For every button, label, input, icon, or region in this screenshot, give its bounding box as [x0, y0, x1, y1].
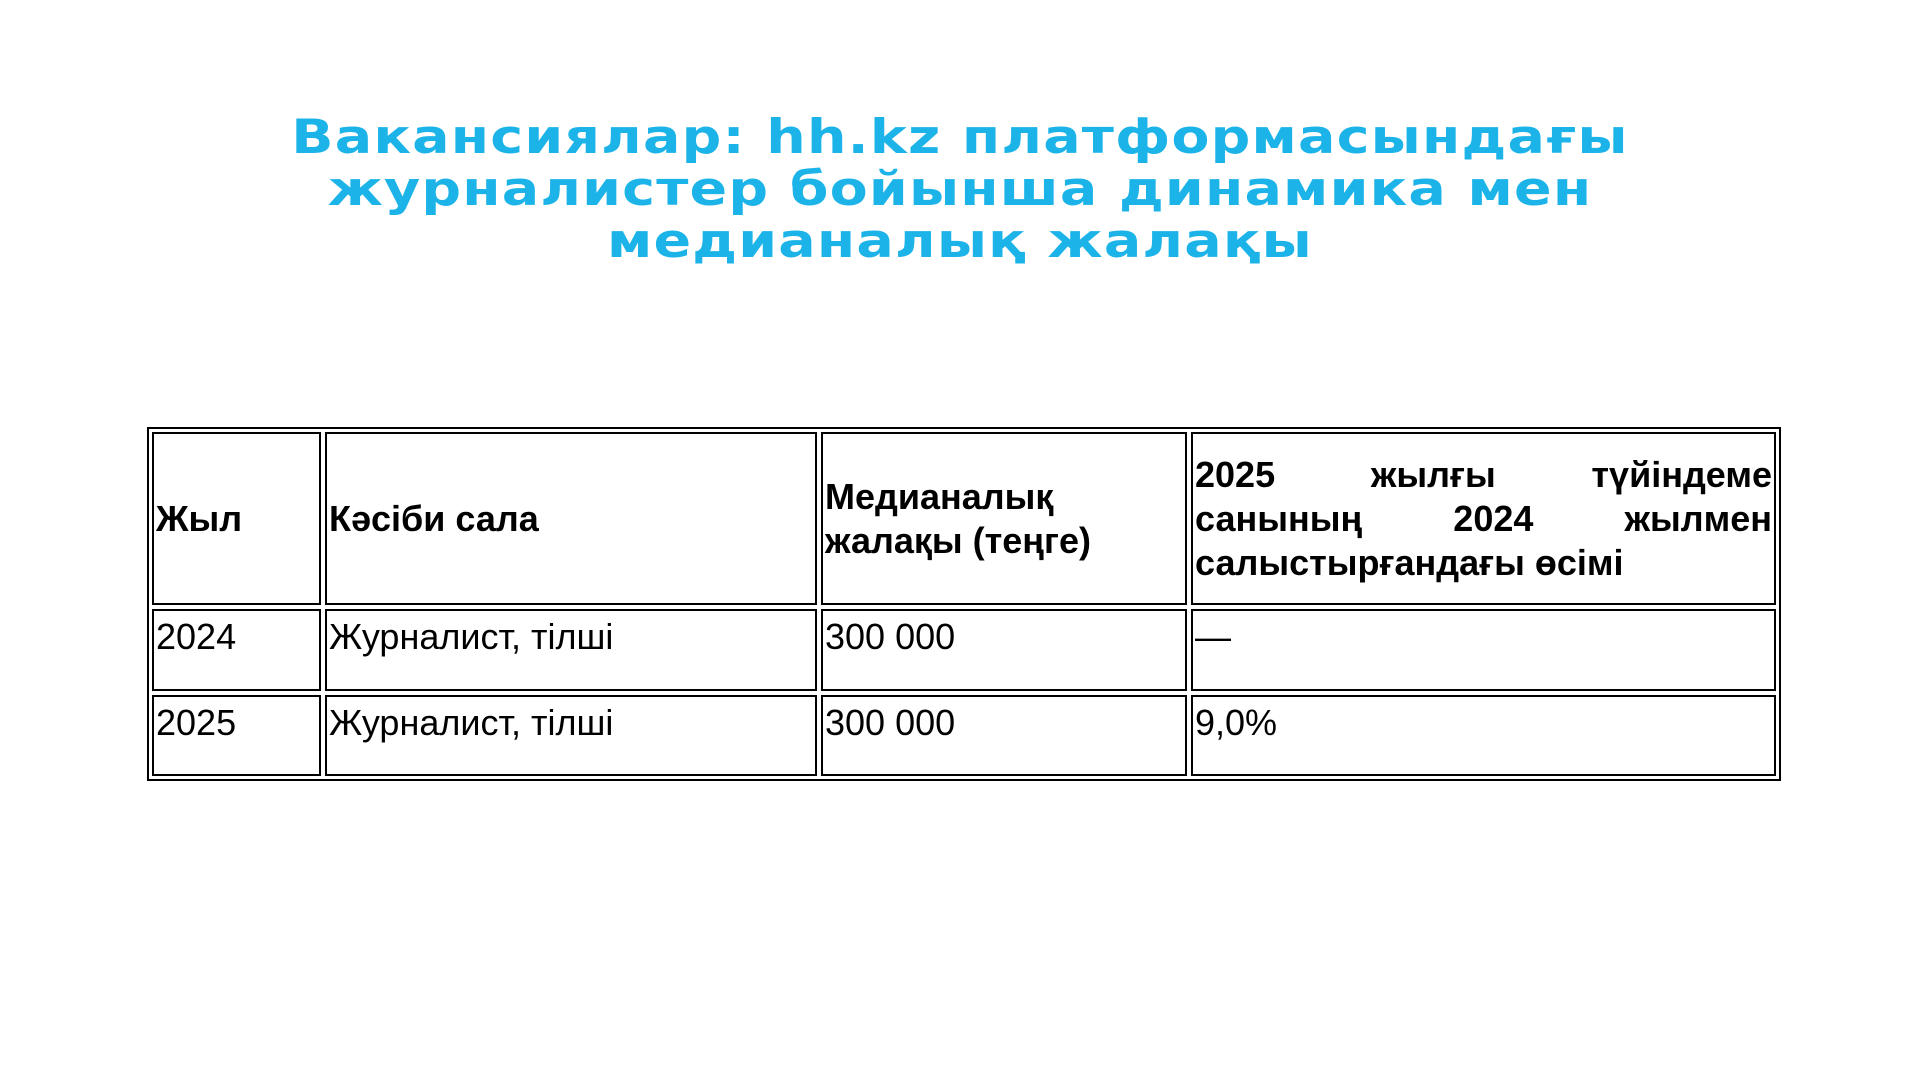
cell-year: 2025 [152, 695, 321, 776]
data-table [147, 427, 1781, 781]
title-line-3: медианалық жалақы [606, 214, 1314, 269]
header-year: Жыл [152, 432, 321, 605]
table-header-row [152, 432, 1776, 605]
cell-profession: Журналист, тілші [325, 695, 817, 776]
header-median-salary: Медианалық жалақы (теңге) [821, 432, 1187, 605]
page-title [0, 112, 1920, 268]
cell-median-salary: 300 000 [821, 695, 1187, 776]
header-profession: Кәсіби сала [325, 432, 817, 605]
cell-resume-growth: — [1191, 609, 1776, 690]
cell-profession: Журналист, тілші [325, 609, 817, 690]
title-line-2: журналистер бойынша динамика мен [327, 162, 1593, 217]
cell-year: 2024 [152, 609, 321, 690]
table-row [152, 609, 1776, 690]
salary-table [148, 428, 1780, 780]
cell-resume-growth: 9,0% [1191, 695, 1776, 776]
header-resume-growth: 2025 жылғы түйіндеме санының 2024 жылмен салыстырғандағы өсімі [1191, 432, 1776, 605]
title-line-1: Вакансиялар: hh.kz платформасындағы [291, 110, 1629, 165]
cell-median-salary: 300 000 [821, 609, 1187, 690]
table-row [152, 695, 1776, 776]
